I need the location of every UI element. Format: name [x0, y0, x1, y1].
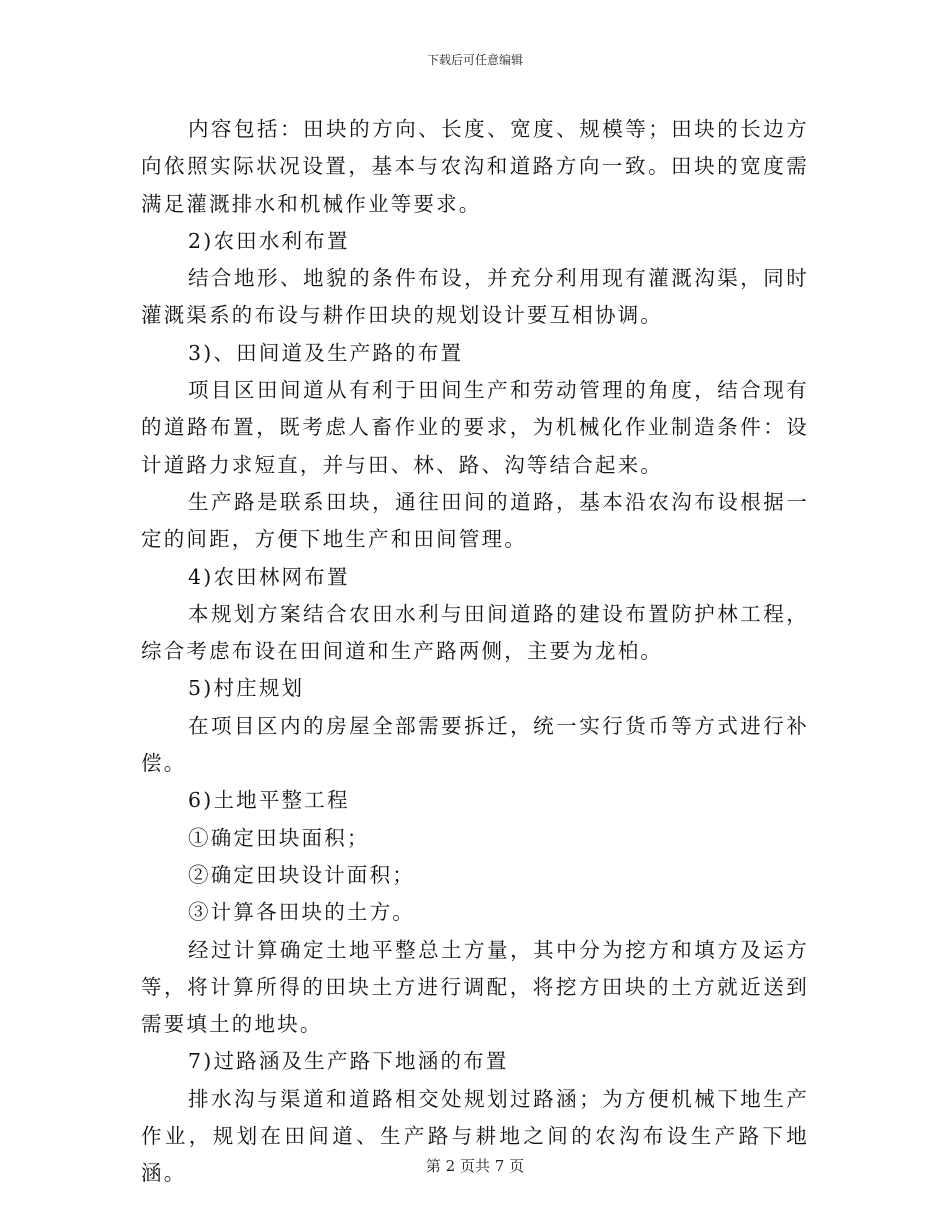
heading-field-road-layout: 3)、田间道及生产路的布置 — [188, 340, 464, 365]
heading-land-leveling: 6)土地平整工程 — [188, 788, 350, 813]
heading-forest-network: 4)农田林网布置 — [188, 564, 350, 589]
heading-village-planning: 5)村庄规划 — [188, 676, 305, 701]
list-item-step-3: ③计算各田块的土方。 — [188, 900, 415, 925]
heading-culvert-layout: 7)过路涵及生产路下地涵的布置 — [188, 1049, 509, 1074]
paragraph-field-road: 项目区田间道从有利于田间生产和劳动管理的角度，结合现有的道路布置，既考虑人畜作业的要求，为机械化作业制造条件：设计道路力求短直，并与田、林、路、沟等结合起来。 — [141, 378, 809, 477]
list-item-step-2: ②确定田块设计面积； — [188, 862, 415, 887]
list-item-step-1: ①确定田块面积； — [188, 825, 370, 850]
paragraph-field-block-content: 内容包括：田块的方向、长度、宽度、规模等；田块的长边方向依照实际状况设置，基本与农沟和道路方向一致。田块的宽度需满足灌溉排水和机械作业等要求。 — [141, 117, 809, 216]
paragraph-irrigation: 结合地形、地貌的条件布设，并充分利用现有灌溉沟渠，同时灌溉渠系的布设与耕作田块的规划设计要互相协调。 — [141, 266, 809, 328]
paragraph-village-planning: 在项目区内的房屋全部需要拆迁，统一实行货币等方式进行补偿。 — [141, 713, 809, 776]
heading-irrigation-layout: 2)农田水利布置 — [188, 228, 350, 253]
paragraph-forest-network: 本规划方案结合农田水利与田间道路的建设布置防护林工程，综合考虑布设在田间道和生产路两侧，主要为龙柏。 — [141, 601, 809, 664]
paragraph-culvert: 排水沟与渠道和道路相交处规划过路涵；为方便机械下地生产作业，规划在田间道、生产路与耕地之间的农沟布设生产路下地涵。 — [141, 1086, 809, 1186]
paragraph-production-road: 生产路是联系田块，通往田间的道路，基本沿农沟布设根据一定的间距，方便下地生产和田间管理。 — [141, 489, 809, 552]
page-number-footer: 第 2 页共 7 页 — [425, 1157, 525, 1175]
document-body — [141, 111, 809, 1193]
paragraph-earthwork: 经过计算确定土地平整总土方量，其中分为挖方和填方及运方等，将计算所得的田块土方进行调配，将挖方田块的土方就近送到需要填土的地块。 — [141, 937, 809, 1037]
page-header: 下载后可任意编辑 — [426, 53, 523, 67]
